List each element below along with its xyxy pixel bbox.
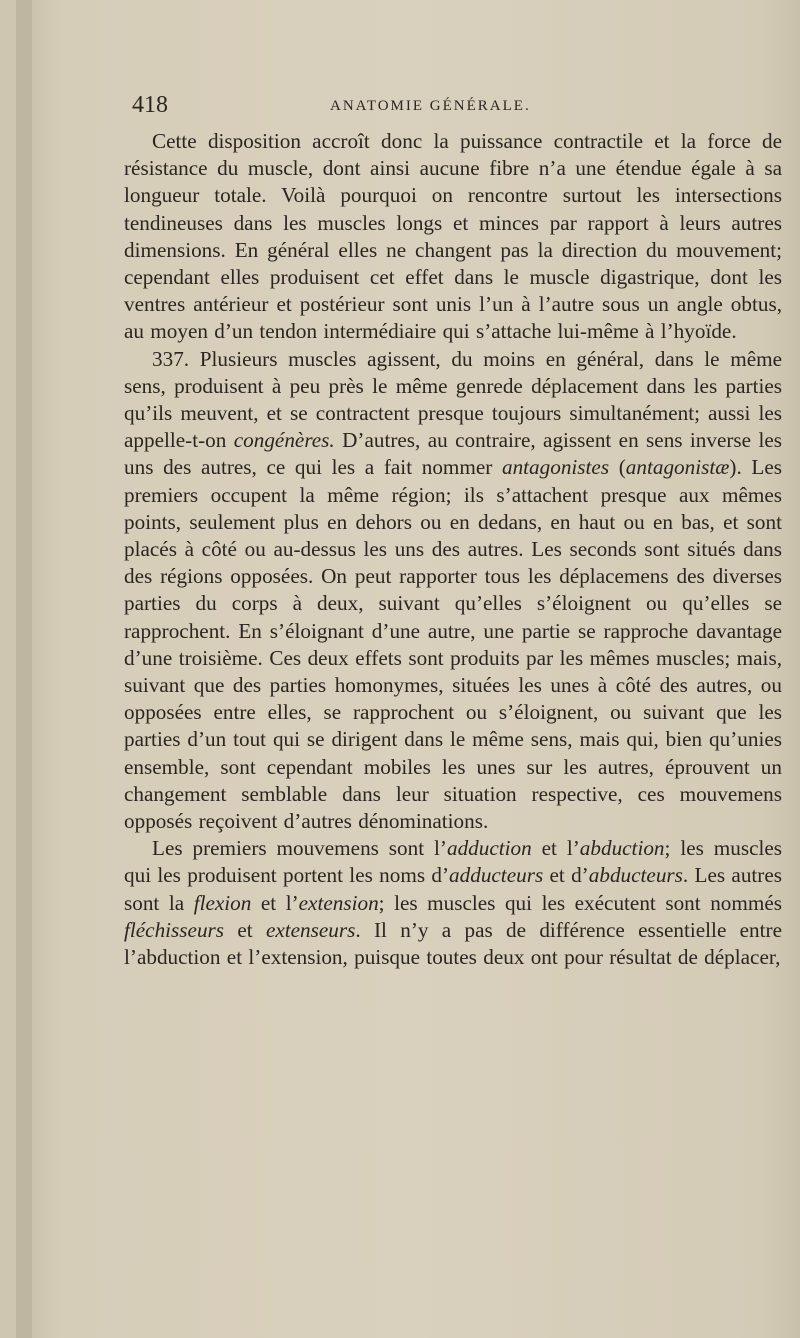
text-run: ; les muscles qui les exécutent sont nommés — [378, 890, 782, 915]
page-number: 418 — [132, 92, 168, 118]
text-run: Cette disposition accroît donc la puissance contractile et la force de résistance du muscle, dont ainsi aucune fibre n’a une étendue égale à sa longueur totale. Voilà pourquoi on rencontre surtout les intersections tendineuses dans les muscles longs et minces par rapport à leurs autres dimensions. En général elles ne changent pas la direction du mouvement; cependant elles produisent cet effet dans le muscle digastrique, dont les ventres antérieur et postérieur sont unis l’un à l’autre sous un angle obtus, au moyen d’un tendon intermédiaire qui s’attache lui-même à l’hyoïde. — [124, 129, 782, 344]
italic-term: adduction — [446, 836, 532, 861]
text-run: ( — [609, 455, 626, 480]
page-header — [132, 92, 772, 122]
text-run: . Il n’y a pas de différence essentielle entre l’abduction et l’extension, puisque toutes deux ont pour résultat de déplacer, — [124, 917, 782, 970]
italic-term: antagonistæ — [625, 455, 730, 480]
page-gutter-shadow — [16, 0, 32, 1338]
text-run: et l’ — [531, 836, 580, 861]
text-run: 337. Plusieurs muscles agissent, du moins en général, dans le même sens, produisent à peu près le même genrede déplacement dans les parties qu’ils meuvent, et se contractent presque toujours simultanément; aussi les appelle-t-on — [124, 346, 782, 453]
italic-term: fléchisseurs — [124, 917, 225, 942]
italic-term: adducteurs — [449, 863, 544, 888]
text-run: et d’ — [543, 863, 589, 888]
text-run: . Les autres sont la — [124, 863, 782, 915]
text-run: ; les muscles qui les produisent portent les noms d’ — [124, 836, 783, 888]
text-run: et — [224, 917, 266, 942]
italic-term: extenseurs — [265, 917, 356, 942]
italic-term: flexion — [193, 890, 252, 915]
running-title: ANATOMIE GÉNÉRALE. — [330, 98, 531, 114]
italic-term: abducteurs — [588, 863, 683, 888]
italic-term: congénères. — [233, 428, 335, 453]
text-run: et l’ — [251, 890, 299, 915]
text-run: D’autres, au contraire, agissent en sens inverse les uns des autres, ce qui les a fait nommer — [124, 428, 782, 480]
text-run: ). Les premiers occupent la même région; ils s’attachent presque aux mêmes points, seulement plus en dehors ou en dedans, en haut ou en bas, et sont placés à côté ou au-dessus les uns des autres. Les seconds sont situés dans des régions opposées. On peut rapporter tous les déplacemens des diverses parties du corps à deux, suivant qu’elles s’éloignent ou qu’elles se rapprochent. En s’éloignant d’une autre, une partie se rapproche davantage d’une troisième. Ces deux effets sont produits par les mêmes muscles; mais, suivant que des parties homonymes, situées les unes à côté des autres, ou opposées entre elles, se rapprochent ou s’éloignent, ou suivant que les parties d’un tout qui se dirigent dans le même sens, mais qui, bien qu’unies ensemble, sont cependant mobiles les unes sur les autres, éprouvent un changement semblable dans leur situation respective, ces mouvemens opposés reçoivent d’autres dénominations. — [124, 455, 782, 834]
paragraph-2 — [124, 346, 782, 836]
italic-term: antagonistes — [501, 455, 610, 480]
paragraph-3 — [124, 835, 782, 971]
book-page — [16, 0, 800, 1338]
text-run: Les premiers mouvemens sont l’ — [152, 836, 447, 861]
italic-term: abduction — [579, 836, 665, 861]
italic-term: extension — [298, 890, 379, 915]
paragraph-1 — [124, 128, 782, 346]
body-text — [124, 128, 782, 971]
